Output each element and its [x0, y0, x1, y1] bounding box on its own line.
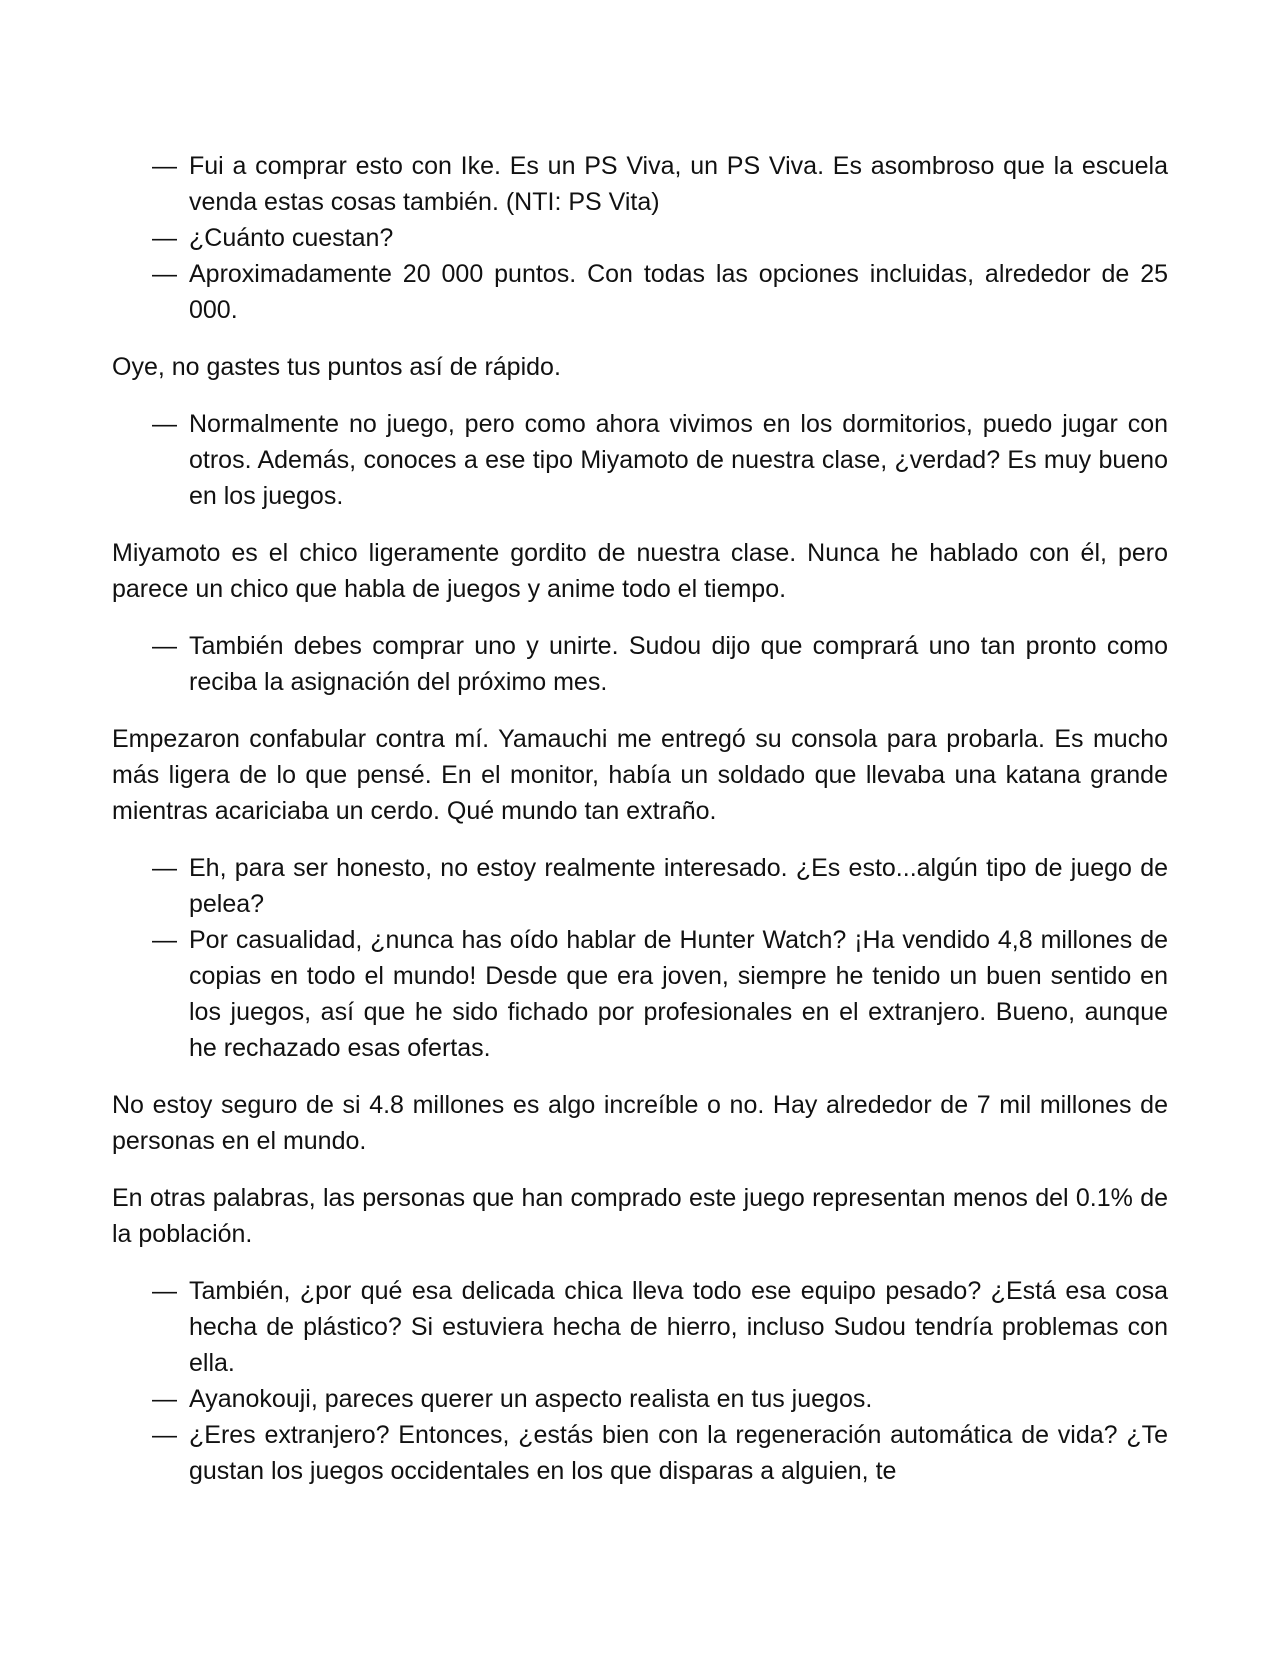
document-page	[112, 148, 1168, 1510]
dialog-line	[112, 1381, 1168, 1417]
dialog-line	[112, 922, 1168, 1066]
dialog-line	[112, 1417, 1168, 1489]
narration-paragraph: En otras palabras, las personas que han comprado este juego representan menos del 0.1% de la población.	[112, 1184, 1168, 1248]
dialog-text: Por casualidad, ¿nunca has oído hablar de Hunter Watch? ¡Ha vendido 4,8 millones de copias en todo el mundo! Desde que era joven, siempre he tenido un buen sentido en los juegos, así que he sido fichado por profesionales en el extranjero. Bueno, aunque he rechazado esas ofertas.	[189, 926, 1168, 1062]
dialog-text: Eh, para ser honesto, no estoy realmente interesado. ¿Es esto...algún tipo de juego de pelea?	[189, 854, 1168, 918]
dialog-text: ¿Eres extranjero? Entonces, ¿estás bien con la regeneración automática de vida? ¿Te gustan los juegos occidentales en los que disparas a alguien, te	[189, 1421, 1168, 1485]
dialog-line	[112, 406, 1168, 514]
dialog-text: Normalmente no juego, pero como ahora vivimos en los dormitorios, puedo jugar con otros. Además, conoces a ese tipo Miyamoto de nuestra clase, ¿verdad? Es muy bueno en los juegos.	[189, 410, 1168, 510]
dialog-text: También, ¿por qué esa delicada chica lleva todo ese equipo pesado? ¿Está esa cosa hecha de plástico? Si estuviera hecha de hierro, incluso Sudou tendría problemas con ella.	[189, 1277, 1168, 1377]
narration-paragraph: Empezaron confabular contra mí. Yamauchi me entregó su consola para probarla. Es mucho más ligera de lo que pensé. En el monitor, había un soldado que llevaba una katana grande mientras acariciaba un cerdo. Qué mundo tan extraño.	[112, 725, 1168, 825]
dialog-line	[112, 256, 1168, 328]
dialog-line	[112, 148, 1168, 220]
dialog-line	[112, 1273, 1168, 1381]
em-dash: —	[152, 152, 177, 180]
dialog-block	[112, 406, 1168, 514]
dialog-block	[112, 148, 1168, 328]
em-dash: —	[152, 1385, 177, 1413]
dialog-text: ¿Cuánto cuestan?	[189, 224, 394, 252]
dialog-line	[112, 220, 1168, 256]
dialog-block	[112, 850, 1168, 1066]
narration-paragraph: Miyamoto es el chico ligeramente gordito de nuestra clase. Nunca he hablado con él, pero parece un chico que habla de juegos y anime todo el tiempo.	[112, 539, 1168, 603]
dialog-line	[112, 850, 1168, 922]
dialog-text: Ayanokouji, pareces querer un aspecto realista en tus juegos.	[189, 1385, 873, 1413]
dialog-block	[112, 1273, 1168, 1489]
em-dash: —	[152, 854, 177, 882]
dialog-text: Fui a comprar esto con Ike. Es un PS Viva, un PS Viva. Es asombroso que la escuela venda estas cosas también. (NTI: PS Vita)	[189, 152, 1168, 216]
dialog-block	[112, 628, 1168, 700]
em-dash: —	[152, 1421, 177, 1449]
em-dash: —	[152, 632, 177, 660]
dialog-text: También debes comprar uno y unirte. Sudou dijo que comprará uno tan pronto como reciba la asignación del próximo mes.	[189, 632, 1168, 696]
em-dash: —	[152, 224, 177, 252]
narration-paragraph: No estoy seguro de si 4.8 millones es algo increíble o no. Hay alrededor de 7 mil millones de personas en el mundo.	[112, 1091, 1168, 1155]
em-dash: —	[152, 410, 177, 438]
em-dash: —	[152, 260, 177, 288]
dialog-line	[112, 628, 1168, 700]
narration-paragraph: Oye, no gastes tus puntos así de rápido.	[112, 353, 561, 381]
em-dash: —	[152, 926, 177, 954]
dialog-text: Aproximadamente 20 000 puntos. Con todas las opciones incluidas, alrededor de 25 000.	[189, 260, 1168, 324]
em-dash: —	[152, 1277, 177, 1305]
